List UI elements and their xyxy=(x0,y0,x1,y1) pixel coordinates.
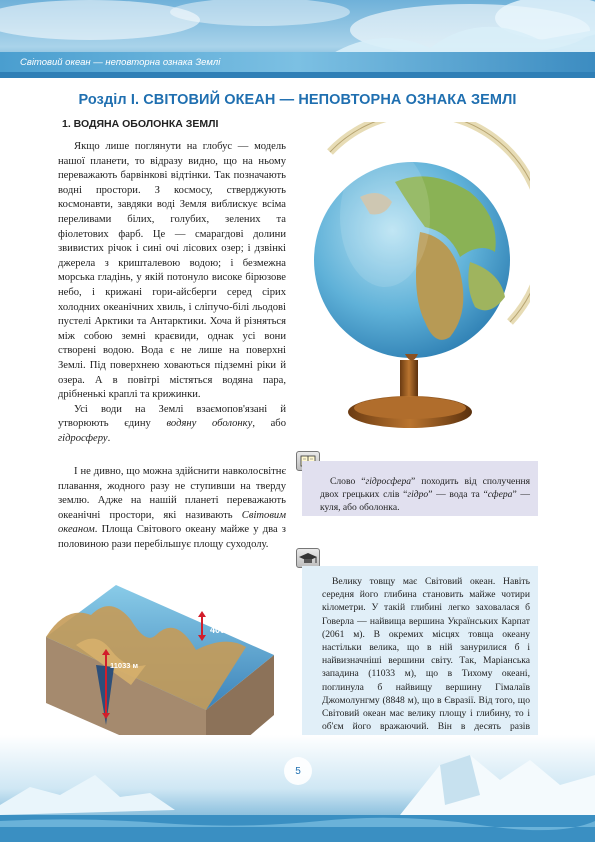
depth-label-trench: 11033 м xyxy=(110,661,139,670)
note-box-hydrosphere xyxy=(302,461,538,516)
footer-iceberg-illustration xyxy=(0,735,595,842)
term-world-ocean: Світовим океаном xyxy=(58,509,286,536)
main-text-column xyxy=(58,140,286,446)
note-text-part: Слово “ xyxy=(330,476,366,487)
section-title: Розділ І. СВІТОВИЙ ОКЕАН — НЕПОВТОРНА ОЗНАКА ЗЕМЛІ xyxy=(78,92,517,108)
depth-label-4000: 4000 м xyxy=(210,625,240,635)
graduation-cap-icon xyxy=(296,548,320,568)
note-box-ocean-depth xyxy=(302,566,538,746)
term-hydrosphere-note: гідросфера xyxy=(365,476,412,487)
term-sphere: сфера xyxy=(487,489,513,501)
paragraph-3-text: І не дивно, що можна здійснити навколосвітнє плавання, жодного разу не ступивши на тверду землю. Адже на нашій планеті переважають океанічні простори, які називають xyxy=(58,466,286,521)
main-text-column-2 xyxy=(58,465,286,553)
subsection-title: 1. ВОДЯНА ОБОЛОНКА ЗЕМЛІ xyxy=(62,118,219,130)
globe-illustration xyxy=(300,122,530,440)
paragraph-1: Якщо лише поглянути на глобус — модель нашої планети, то відразу видно, що на ньому переважають барвінкові відтінки. Так позначають водні простори. З космосу, стверджують космонавти, завдяки воді Земля виблискує всіма переливами білих, голубих, зелених та фіолетових фарб. Це — смарагдові долини звивистих річок і сині очі лісових озер; і дзвінкі джерела з кришталевою водою; і безмежна морська гладінь, у якій потонуло високе бірюзове небо, і крижані гори-айсберги серед сірих холодних океанічних хвиль, і сліпучо-білі льодові пустелі Арктики та Антарктики. Хоча й різняться між собою земні краєвиди, однак усі вони створені водою. Вода є не лише на поверхні Землі. Під поверхнею ховаються підземні ріки й озера. А в повітрі містяться водяна пара, дрібненькі краплі та крижинки. xyxy=(58,141,286,401)
paragraph-3-text: . Площа Світового океану майже у два з половиною рази перебільшує площу суходолу. xyxy=(58,524,286,550)
note-text-part: ” — куля, або оболонка. xyxy=(320,489,530,514)
term-water-shell: водяну оболонку xyxy=(166,418,253,430)
paragraph-2-text: , або xyxy=(252,418,286,430)
paragraph-2-text: Усі води на Землі взаємопов'язані й утворюють єдину xyxy=(58,403,286,430)
note-text-part: ” — вода та “ xyxy=(428,489,488,501)
note-text xyxy=(302,566,538,747)
note-text xyxy=(302,461,538,515)
running-head: Світовий океан — неповторна ознака Землі xyxy=(20,57,221,68)
note-text-part: ” походить від сполучення двох грецьких слів “ xyxy=(320,476,530,501)
note-text-depth: Велику товщу має Світовий океан. Навіть середня його глибина становить майже чотири кілометри. У такій глибині легко заховалася б Говерла — найвища вершина Українських Карпат (2061 м). В окремих місцях товща океану настільки велика, що в ній занурилися б і найвизначніші вершини світу. Так, Маріанська западина (11033 м), що в Тихому океані, поглинула б найвищу вершину Гімалаїв Джомолунгму (8848 м), що в Євразії. Від того, що Світовий океан має велику площу і глибину, то і об'єм його вражаючий. Він в десять разів xyxy=(322,576,530,733)
term-hydrosphere: гідросферу xyxy=(58,432,108,444)
term-hydro: гідро xyxy=(407,489,429,501)
paragraph-3 xyxy=(58,465,286,553)
paragraph-2-text: . xyxy=(107,432,111,444)
paragraph-2 xyxy=(58,403,286,447)
page-number: 5 xyxy=(295,766,301,777)
